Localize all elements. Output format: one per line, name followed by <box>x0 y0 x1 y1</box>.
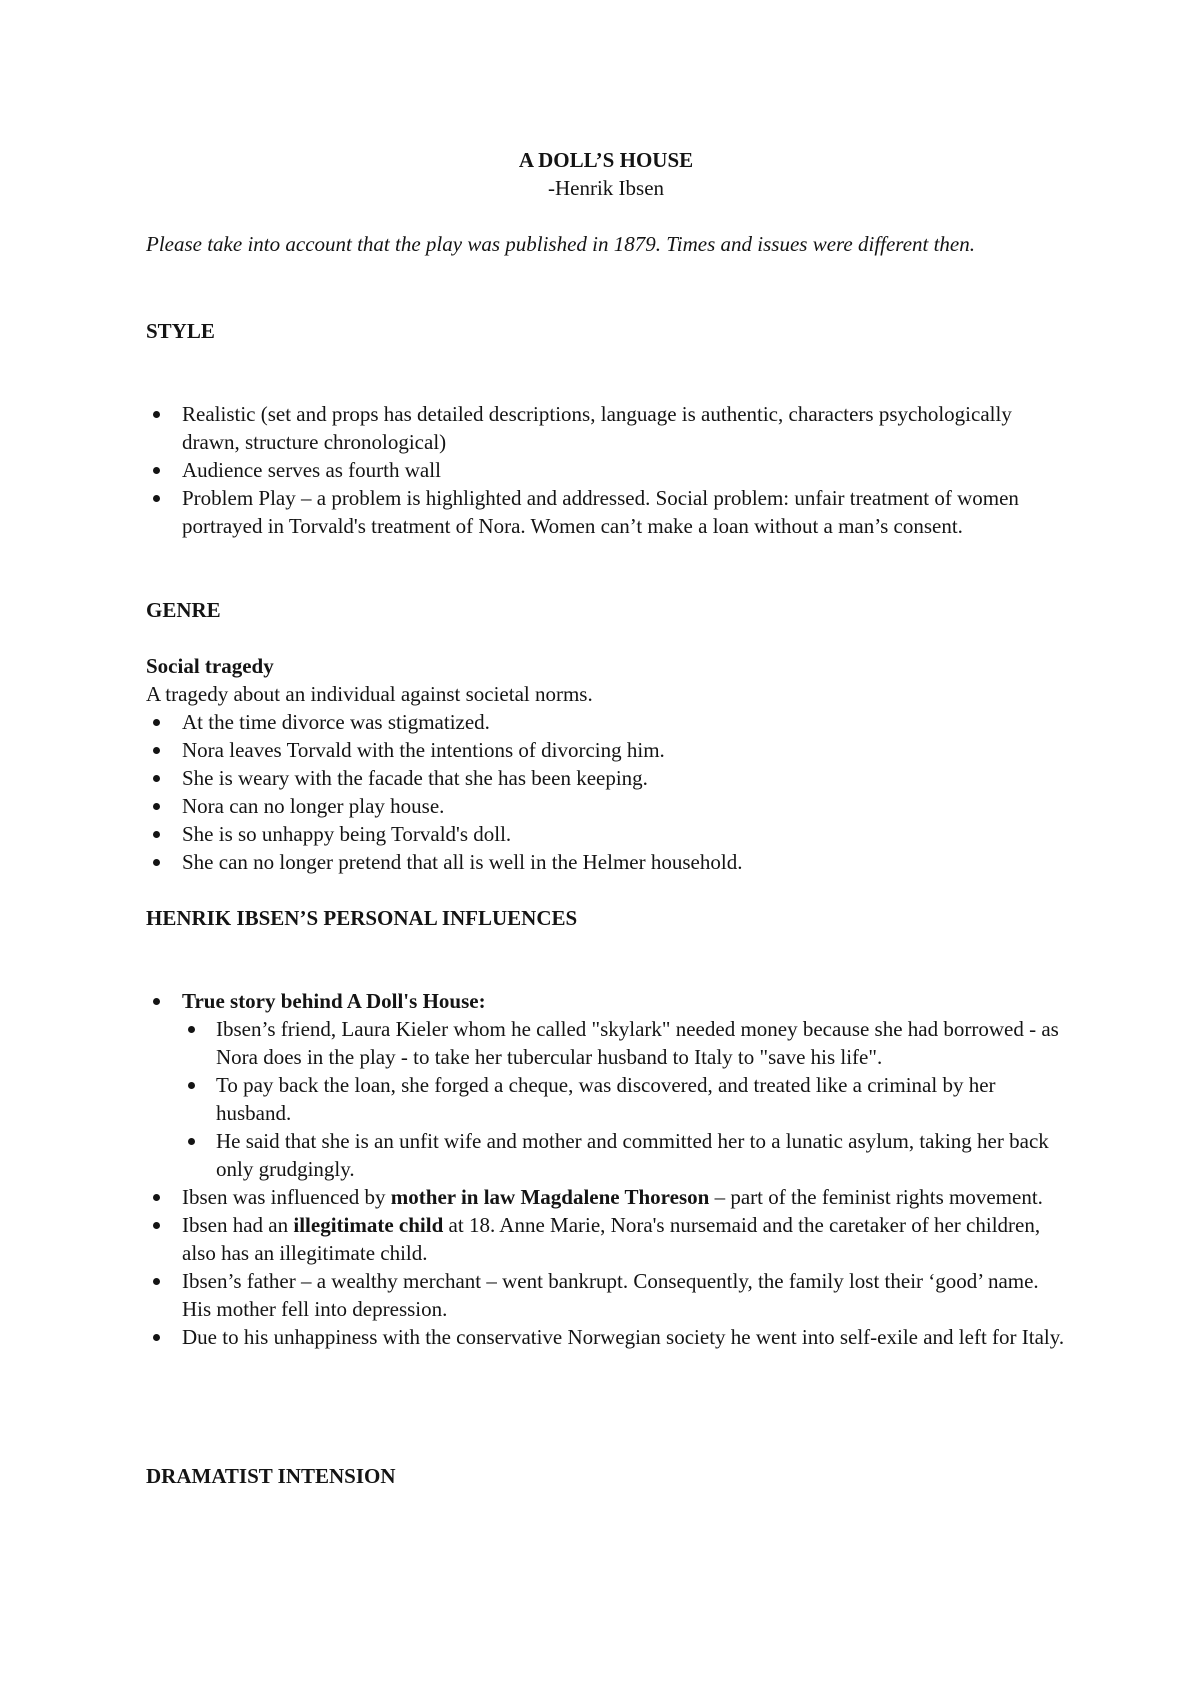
list-item: He said that she is an unfit wife and mother and committed her to a lunatic asylum, taking her back only grudgingly. <box>182 1127 1066 1183</box>
list-item: Realistic (set and props has detailed descriptions, language is authentic, characters psychologically drawn, structure chronological) <box>146 400 1066 456</box>
list-item: Due to his unhappiness with the conservative Norwegian society he went into self-exile and left for Italy. <box>146 1323 1066 1351</box>
mother-in-law-bold: mother in law Magdalene Thoreson <box>390 1185 710 1209</box>
true-story-label: True story behind A Doll's House: <box>182 989 486 1013</box>
list-item <box>146 1183 1066 1211</box>
style-heading: STYLE <box>146 319 215 343</box>
document-author: -Henrik Ibsen <box>547 176 665 200</box>
list-item: Problem Play – a problem is highlighted and addressed. Social problem: unfair treatment of women portrayed in Torvald's treatment of Nora. Women can’t make a loan without a man’s consent. <box>146 484 1066 540</box>
list-item: Nora can no longer play house. <box>146 792 1066 820</box>
title-block <box>146 146 1066 202</box>
list-item: She can no longer pretend that all is well in the Helmer household. <box>146 848 1066 876</box>
illegitimate-bold: illegitimate child <box>293 1213 444 1237</box>
list-item: Nora leaves Torvald with the intentions of divorcing him. <box>146 736 1066 764</box>
list-item: She is weary with the facade that she has been keeping. <box>146 764 1066 792</box>
influences-heading: HENRIK IBSEN’S PERSONAL INFLUENCES <box>146 906 578 930</box>
style-list <box>146 400 1066 540</box>
list-item: At the time divorce was stigmatized. <box>146 708 1066 736</box>
document-title: A DOLL’S HOUSE <box>518 148 694 172</box>
intro-note: Please take into account that the play was published in 1879. Times and issues were different then. <box>146 232 976 256</box>
illegitimate-after: at 18. Anne Marie, Nora's nursemaid and the caretaker of her children, also has an illegitimate child. <box>182 1213 1041 1265</box>
true-story-sublist <box>182 1015 1066 1183</box>
list-item: Ibsen’s friend, Laura Kieler whom he called "skylark" needed money because she had borrowed - as Nora does in the play - to take her tubercular husband to Italy to "save his life". <box>182 1015 1066 1071</box>
list-item <box>146 987 1066 1183</box>
list-item: Audience serves as fourth wall <box>146 456 1066 484</box>
genre-heading: GENRE <box>146 598 221 622</box>
influences-list <box>146 987 1066 1351</box>
mother-in-law-after: – part of the feminist rights movement. <box>709 1185 1043 1209</box>
illegitimate-before: Ibsen had an <box>182 1213 294 1237</box>
list-item <box>146 1211 1066 1267</box>
genre-description: A tragedy about an individual against societal norms. <box>146 682 593 706</box>
list-item: Ibsen’s father – a wealthy merchant – went bankrupt. Consequently, the family lost their ‘good’ name. His mother fell into depression. <box>146 1267 1066 1323</box>
list-item: She is so unhappy being Torvald's doll. <box>146 820 1066 848</box>
dramatist-heading: DRAMATIST INTENSION <box>146 1464 396 1488</box>
genre-subheading: Social tragedy <box>146 654 274 678</box>
list-item: To pay back the loan, she forged a cheque, was discovered, and treated like a criminal by her husband. <box>182 1071 1066 1127</box>
mother-in-law-before: Ibsen was influenced by <box>182 1185 391 1209</box>
genre-list <box>146 708 1066 876</box>
